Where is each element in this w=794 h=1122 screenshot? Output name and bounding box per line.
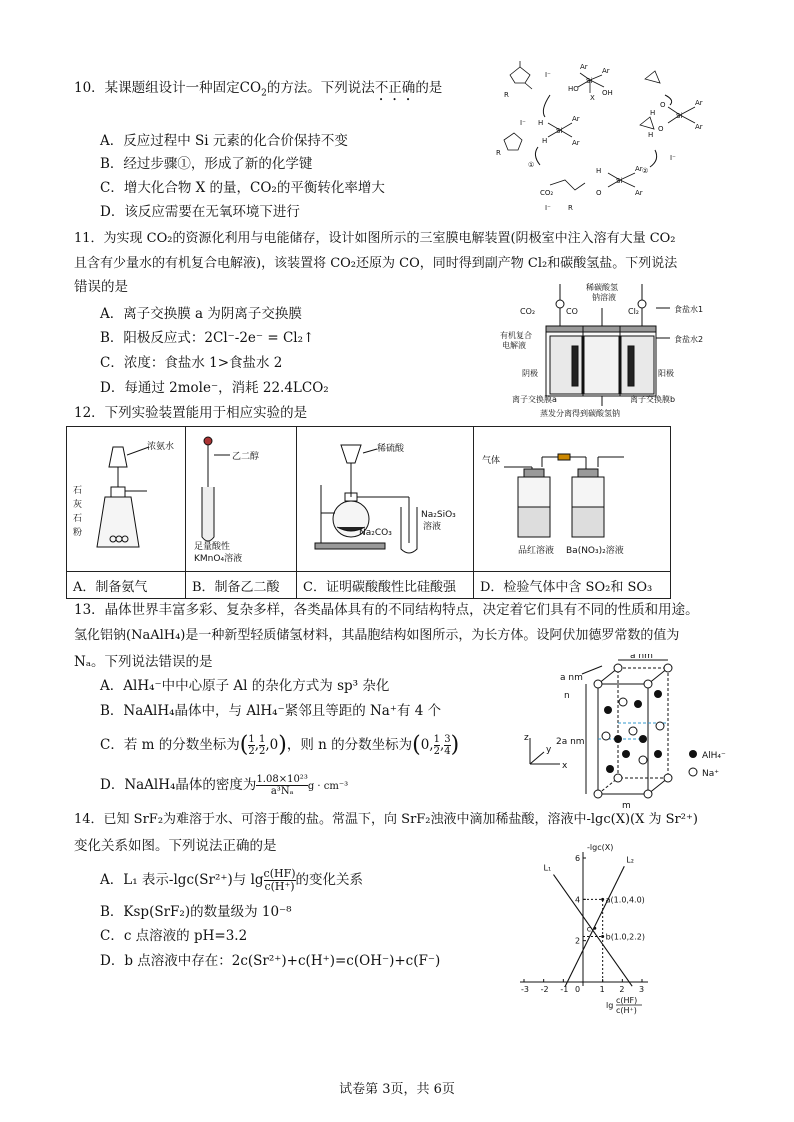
apparatus-b-cell [186,427,297,572]
svg-text:Ba(NO₃)₂溶液: Ba(NO₃)₂溶液 [566,546,624,556]
q13-stem-line1: 13．晶体世界丰富多彩、复杂多样，各类晶体具有的不同结构特点，决定着它们具有不同的性质和用途。 [74,602,699,618]
q14-stem-line2: 变化关系如图。下列说法正确的是 [74,838,277,854]
svg-text:Na₂SiO₃: Na₂SiO₃ [421,510,456,520]
svg-text:AlH₄⁻: AlH₄⁻ [702,751,726,761]
svg-text:H: H [596,167,602,175]
apparatus-d-caption: D．检验气体中含 SO₂和 SO₃ [474,572,671,599]
svg-text:离子交换膜b: 离子交换膜b [630,395,676,404]
svg-text:Si: Si [676,112,683,120]
point-b [601,935,604,938]
q14-stem-line1: 14．已知 SrF₂为难溶于水、可溶于酸的盐。常温下，向 SrF₂浊液中滴加稀盐酸，溶液中-lgc(X)(X 为 Sr²⁺) [74,812,698,827]
svg-text:O: O [660,101,666,109]
annotation-a: a(1.0,4.0) [605,895,645,905]
svg-text:足量酸性: 足量酸性 [194,542,231,552]
series-label-1: L₁ [543,863,552,873]
q11-stem-line2: 且含有少量水的有机复合电解液)，该装置将 CO₂还原为 CO，同时得到副产物 Cl₂和碳酸氢盐。下列说法 [74,256,678,271]
svg-text:I⁻: I⁻ [520,119,526,127]
q10-option-c: C．增大化合物 X 的量，CO₂的平衡转化率增大 [100,180,385,196]
svg-text:①: ① [528,161,535,169]
q14-option-d: D．b 点溶液中存在：2c(Sr²⁺)+c(H⁺)=c(OH⁻)+c(F⁻) [100,953,441,969]
apparatus-d-cell [474,427,671,572]
svg-text:Ar: Ar [635,165,643,173]
svg-text:z: z [524,733,529,743]
x-axis-label-numerator: c(HF) [616,996,638,1005]
svg-text:稀硫酸: 稀硫酸 [377,444,405,454]
svg-text:溶液: 溶液 [423,522,442,532]
svg-text:Na₂CO₃: Na₂CO₃ [359,528,392,538]
apparatus-d-figure [474,427,670,567]
apparatus-c-caption: C．证明碳酸酸性比硅酸强 [297,572,474,599]
svg-text:I⁻: I⁻ [545,204,551,212]
svg-text:HO: HO [568,85,579,93]
svg-text:乙二醇: 乙二醇 [232,452,260,462]
svg-text:电解液: 电解液 [502,341,526,350]
svg-text:m: m [622,801,631,810]
q10-option-b: B．经过步骤①，形成了新的化学键 [100,156,313,172]
svg-text:R: R [568,204,573,212]
q13-crystal-cell-figure [518,654,728,810]
svg-text:Ar: Ar [695,123,703,131]
q13-option-b: B．NaAlH₄晶体中，与 AlH₄⁻紧邻且等距的 Na⁺有 4 个 [100,703,442,719]
svg-text:O: O [596,189,602,197]
q10-stem: 10．某课题组设计一种固定$CO_2$的方法。下列说法不正确的是 [74,80,443,99]
page-footer: 试卷第 3页，共 6页 [339,1082,455,1097]
svg-text:气体: 气体 [482,456,501,466]
x-tick-label: -3 [521,985,529,994]
svg-text:H: H [542,137,548,145]
svg-text:a nm: a nm [560,673,583,683]
svg-text:品红溶液: 品红溶液 [518,546,555,556]
q11-stem-line1: 11．为实现 CO₂的资源化利用与电能储存，设计如图所示的三室膜电解装置(阴极室中注入溶有大量 CO₂ [74,231,676,246]
svg-text:Ar: Ar [695,99,703,107]
svg-text:OH: OH [602,89,613,97]
svg-text:石: 石 [73,514,83,524]
svg-text:2a nm: 2a nm [556,737,585,747]
x-tick-label: 2 [619,985,625,994]
svg-text:Ar: Ar [580,63,588,71]
q11-option-c: C．浓度：食盐水 1>食盐水 2 [100,355,283,371]
svg-text:灰: 灰 [73,500,83,510]
svg-text:H: H [538,119,544,127]
q11-option-d: D．每通过 2mole⁻，消耗 22.4LCO₂ [100,380,329,396]
svg-text:食盐水2: 食盐水2 [674,335,704,344]
svg-text:稀碳酸氢: 稀碳酸氢 [586,283,618,292]
svg-text:I⁻: I⁻ [670,154,676,162]
x-tick-label: 1 [599,985,605,994]
svg-text:CO₂: CO₂ [540,189,554,197]
x-tick-label: 3 [639,985,645,994]
svg-text:Ar: Ar [602,67,610,75]
svg-text:I⁻: I⁻ [545,71,551,79]
svg-text:Si: Si [616,177,623,185]
q11-stem-line3: 错误的是 [74,279,128,295]
svg-text:②: ② [642,167,649,175]
y-tick-label: 2 [575,936,581,946]
q12-stem: 12．下列实验装置能用于相应实验的是 [74,405,308,421]
svg-text:y: y [546,745,552,755]
apparatus-a-caption: A．制备氨气 [67,572,186,599]
svg-text:蒸发分离得到碳酸氢钠: 蒸发分离得到碳酸氢钠 [540,409,620,418]
q14-option-a: A．L₁ 表示-lgc(Sr²⁺)与 lg $\frac{c(HF)}{c(H^+)}$ 的变化关系 [100,867,363,893]
x-tick-label: -2 [540,985,549,994]
x-axis-label-prefix: lg [606,1001,614,1010]
origin-label: 0 [575,985,581,994]
svg-text:KMnO₄溶液: KMnO₄溶液 [194,554,243,564]
q10-option-a: A．反应过程中 Si 元素的化合价保持不变 [100,133,348,149]
svg-text:阳极: 阳极 [658,369,674,378]
svg-text:Na⁺: Na⁺ [702,769,719,779]
svg-text:钠溶液: 钠溶液 [592,293,616,302]
y-tick-label: 4 [575,895,581,905]
q10-option-d: D．该反应需要在无氧环境下进行 [100,204,300,220]
svg-text:R: R [504,91,509,99]
apparatus-a-figure [67,427,185,567]
apparatus-a-cell [67,427,186,572]
annotation-c: c [586,924,592,934]
q14-option-c: C．c 点溶液的 pH=3.2 [100,928,248,944]
q13-stem-line2: 氢化铝钠(NaAlH₄)是一种新型轻质储氢材料，其晶胞结构如图所示，为长方体。设阿伏加德罗常数的值为 [74,628,680,643]
svg-text:Cl₂: Cl₂ [628,307,640,316]
q14-chart [510,840,660,1015]
series-label-2: L₂ [626,855,634,865]
apparatus-c-figure [297,427,473,567]
apparatus-b-caption: B．制备乙二酸 [186,572,297,599]
svg-text:a nm: a nm [630,654,653,661]
svg-text:阴极: 阴极 [522,369,538,378]
point-a [601,898,604,901]
svg-text:CO₂: CO₂ [520,307,536,316]
svg-text:CO: CO [566,307,578,316]
svg-text:O: O [658,125,664,133]
svg-text:X: X [590,94,595,102]
q11-electrolysis-figure [480,278,720,418]
q12-apparatus-table [66,426,671,599]
y-tick-label: 6 [575,854,581,863]
svg-text:Si: Si [586,77,593,85]
apparatus-b-figure [186,427,296,567]
svg-text:R: R [496,149,501,157]
q11-option-a: A．离子交换膜 a 为阴离子交换膜 [100,306,302,322]
svg-text:H: H [650,109,656,117]
q14-option-b: B．Ksp(SrF₂)的数量级为 10⁻⁸ [100,904,292,920]
x-axis-label-denominator: c(H⁺) [616,1006,637,1015]
svg-text:食盐水1: 食盐水1 [674,305,704,314]
svg-text:H: H [648,131,654,139]
svg-text:Ar: Ar [572,139,580,147]
svg-text:Si: Si [556,127,563,135]
q13-stem-line3: Nₐ。下列说法错误的是 [74,654,213,670]
svg-text:有机复合: 有机复合 [500,331,532,340]
svg-text:粉: 粉 [73,528,83,538]
series-line-2 [565,866,624,986]
annotation-b: b(1.0,2.2) [605,932,645,942]
q13-option-d: D．NaAlH₄晶体的密度为 $\frac{\text{1.08×10²³}}{\text{a³Nₐ}}$ g · cm⁻³ [100,774,349,797]
q13-option-a: A．AlH₄⁻中中心原子 Al 的杂化方式为 sp³ 杂化 [100,678,390,694]
svg-text:离子交换膜a: 离子交换膜a [512,395,557,404]
q13-option-c: C．若 m 的分数坐标为( $\frac{1}{2}$ , $\frac{1}{2}$ ,0)，则 n 的分数坐标为(0, $\frac{1}{2}$ , $\frac{3}{4}$ ) [100,732,460,758]
point-c [593,927,596,930]
y-axis-label: -lgc(X) [587,843,614,852]
svg-text:Ar: Ar [635,189,643,197]
svg-text:x: x [562,761,568,771]
apparatus-c-cell [297,427,474,572]
q11-option-b: B．阳极反应式：2Cl⁻-2e⁻ = Cl₂↑ [100,330,315,346]
x-tick-label: -1 [560,985,569,994]
svg-text:石: 石 [73,486,83,496]
svg-text:浓氨水: 浓氨水 [147,442,175,452]
svg-text:Ar: Ar [572,115,580,123]
svg-text:n: n [564,691,570,701]
q10-mechanism-figure [490,55,730,215]
